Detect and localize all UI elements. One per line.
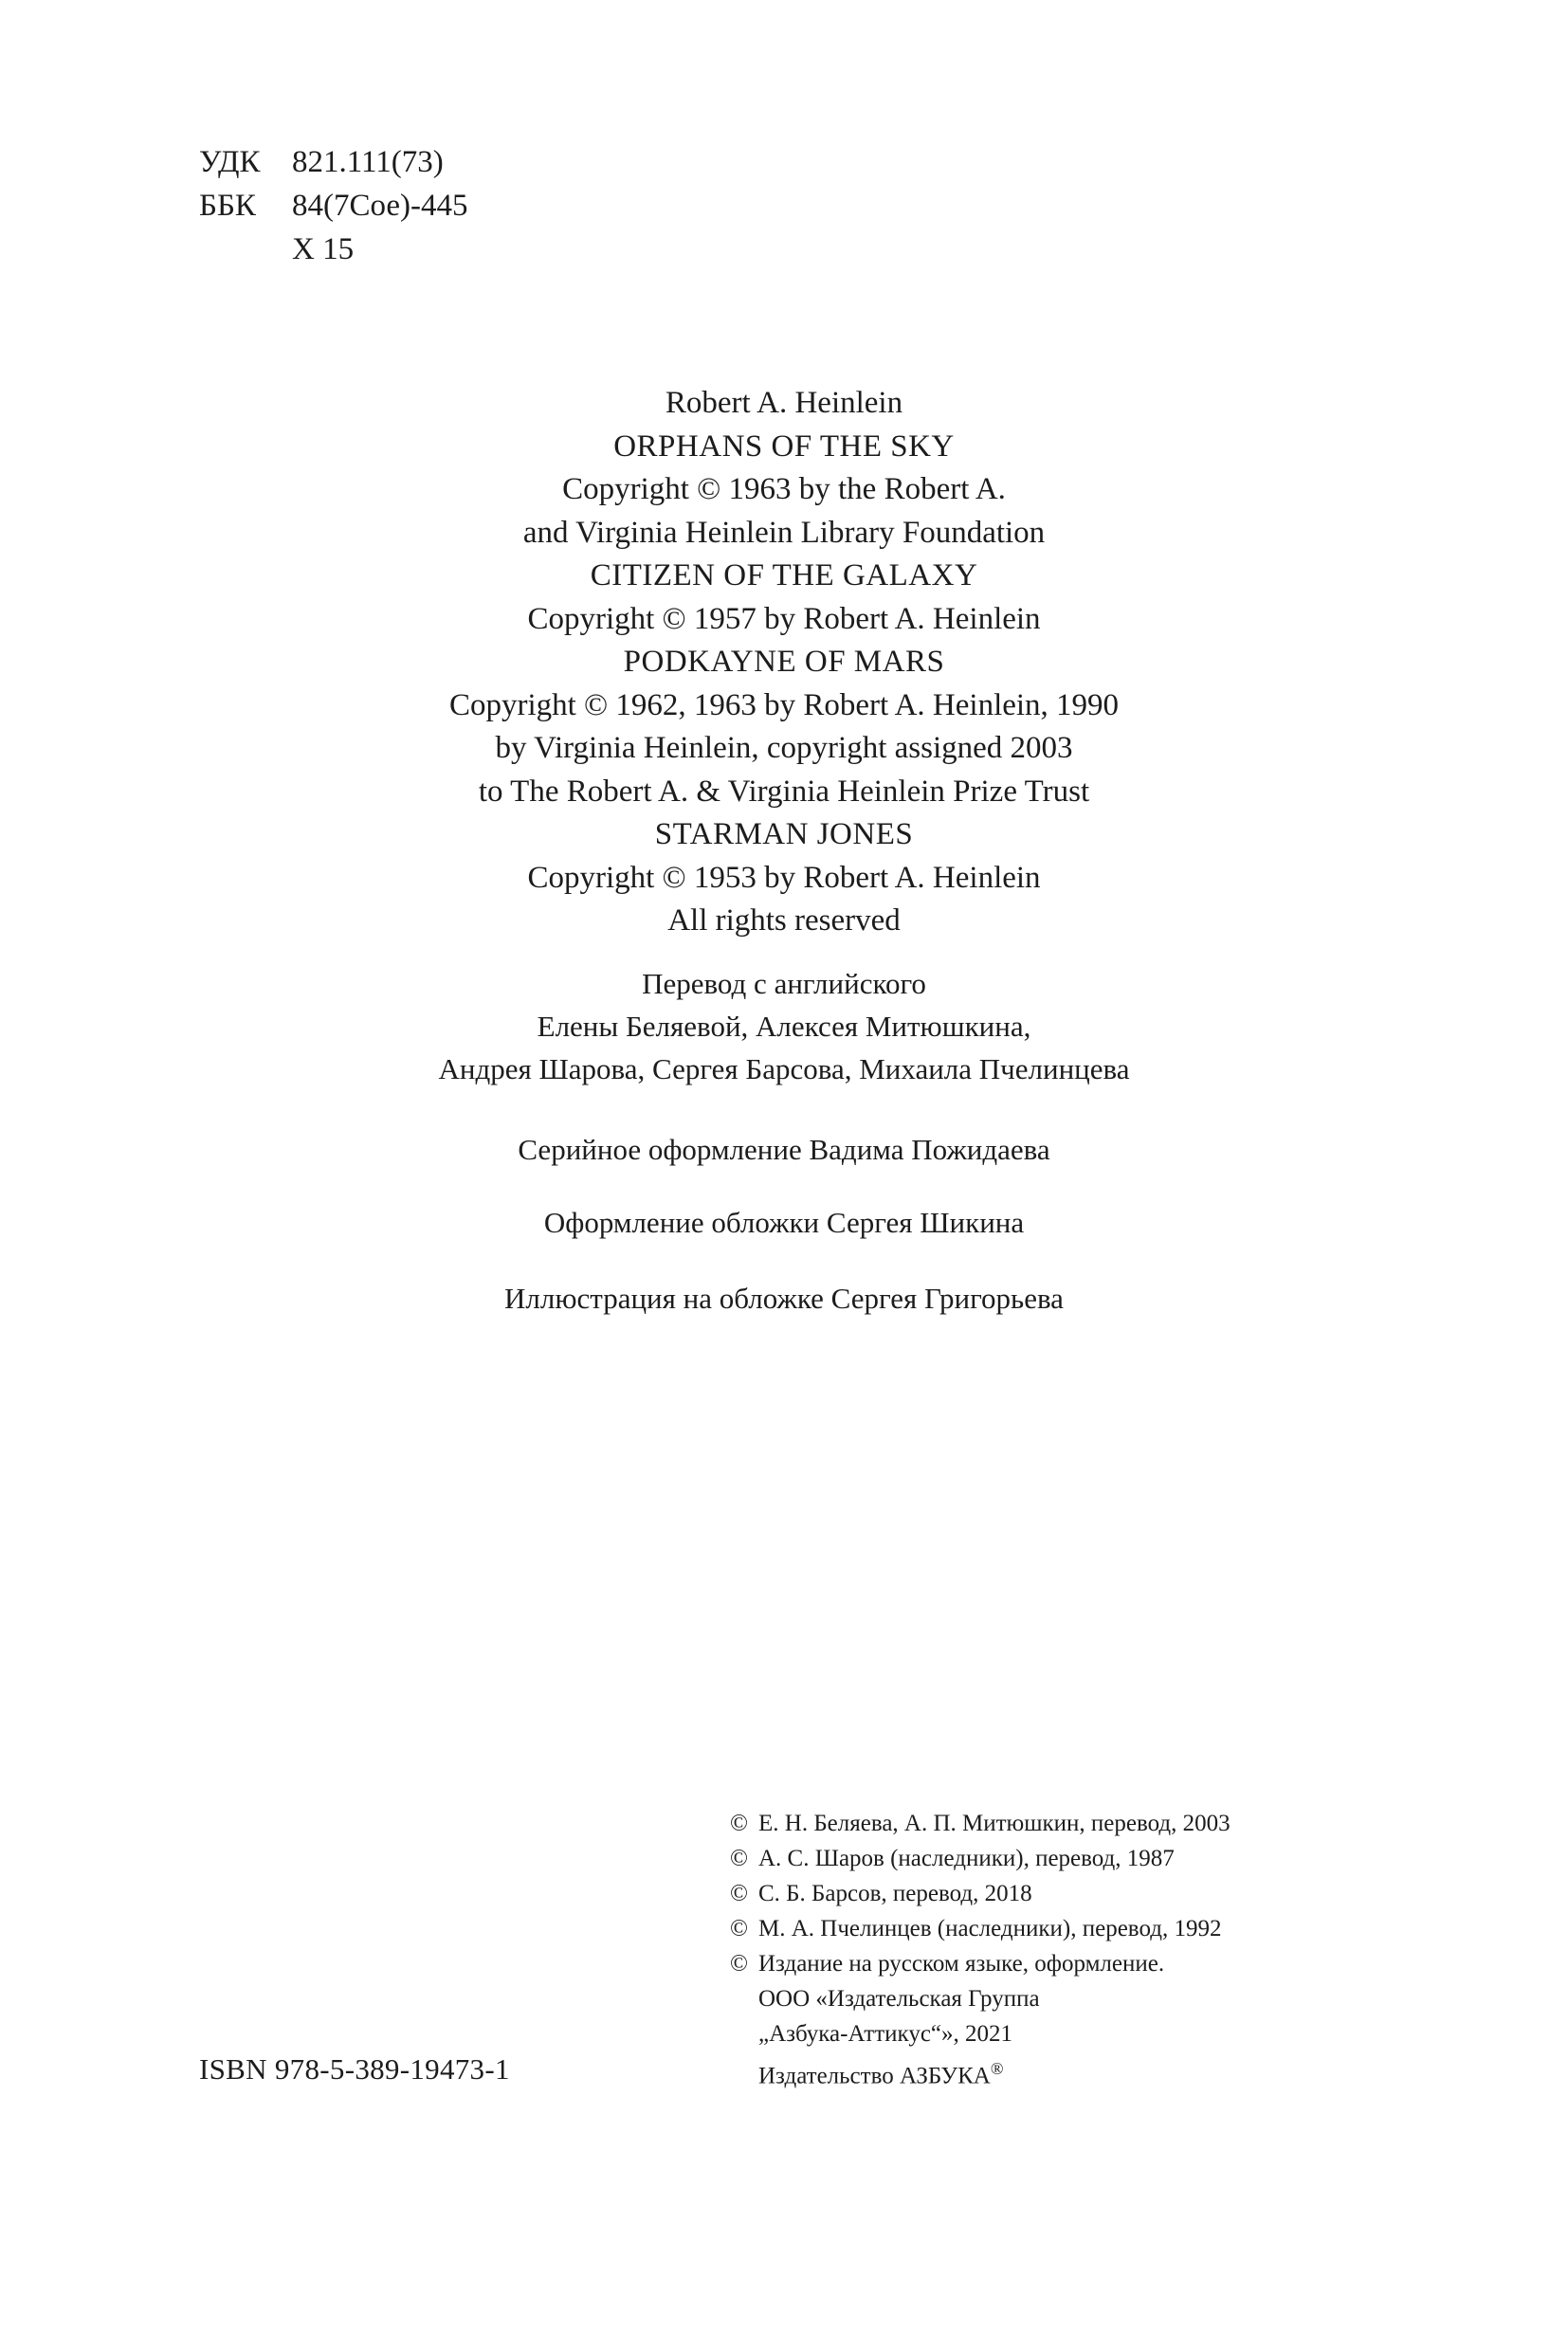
copyright-line: Copyright © 1963 by the Robert A. <box>562 472 1006 506</box>
copyright-line: and Virginia Heinlein Library Foundation <box>522 515 1046 550</box>
rights-text: Е. Н. Беляева, А. П. Митюшкин, перевод, 2003 <box>758 1811 1231 1836</box>
original-copyright-block <box>0 382 1568 943</box>
book-title: CITIZEN OF THE GALAXY <box>590 558 978 592</box>
registered-mark: ® <box>990 2059 1004 2078</box>
copyright-line: to The Robert A. & Virginia Heinlein Prize Trust <box>478 774 1090 809</box>
series-design-credit: Серийное оформление Вадима Пожидаева <box>518 1133 1050 1166</box>
rights-text: С. Б. Барсов, перевод, 2018 <box>758 1881 1032 1906</box>
rights-item <box>730 1911 1231 1946</box>
rights-item <box>730 1806 1231 1841</box>
rights-item <box>730 1946 1231 1981</box>
copyright-line: by Virginia Heinlein, copyright assigned 2003 <box>495 731 1073 765</box>
publisher-imprint <box>730 2051 1231 2093</box>
translators-line: Елены Беляевой, Алексея Митюшкина, <box>537 1010 1031 1043</box>
translators-line: Андрея Шарова, Сергея Барсова, Михаила Пчелинцева <box>438 1052 1130 1085</box>
rights-list <box>730 1806 1231 2093</box>
udk-value: 821.111(73) <box>292 145 444 179</box>
translation-heading: Перевод с английского <box>642 967 926 1000</box>
copyright-line: Copyright © 1962, 1963 by Robert A. Heinlein, 1990 <box>448 687 1120 722</box>
author-sign-row <box>199 228 468 271</box>
copyright-line: Robert A. Heinlein <box>665 386 903 420</box>
book-title: STARMAN JONES <box>654 817 914 851</box>
publisher-name: Издательство АЗБУКА <box>758 2063 991 2089</box>
copyright-symbol: © <box>730 1811 748 1836</box>
copyright-symbol: © <box>730 1881 748 1906</box>
copyright-line: Copyright © 1957 by Robert A. Heinlein <box>527 601 1041 636</box>
publisher-line: „Азбука-Аттикус“», 2021 <box>758 2021 1013 2047</box>
rights-text: М. А. Пчелинцев (наследники), перевод, 1992 <box>758 1916 1222 1941</box>
rights-text: А. С. Шаров (наследники), перевод, 1987 <box>758 1846 1175 1871</box>
rights-item <box>730 1841 1231 1876</box>
isbn: ISBN 978-5-389-19473-1 <box>199 2052 510 2086</box>
translation-credit-block <box>0 962 1568 1090</box>
cover-illustration-credit: Иллюстрация на обложке Сергея Григорьева <box>504 1282 1064 1315</box>
rights-text: Издание на русском языке, оформление. <box>758 1951 1165 1977</box>
bbk-row <box>199 184 468 228</box>
copyright-symbol: © <box>730 1951 748 1977</box>
rights-reserved: All rights reserved <box>667 903 901 938</box>
publisher-line: ООО «Издательская Группа <box>758 1986 1040 2012</box>
udk-label: УДК <box>199 145 261 179</box>
book-title: PODKAYNE OF MARS <box>623 645 945 679</box>
copyright-symbol: © <box>730 1846 748 1871</box>
udk-row <box>199 140 468 184</box>
author-sign: Х 15 <box>292 232 355 266</box>
copyright-symbol: © <box>730 1916 748 1941</box>
bbk-label: ББК <box>199 189 256 223</box>
classification-block <box>199 140 468 271</box>
cover-design-credit: Оформление обложки Сергея Шикина <box>543 1206 1025 1239</box>
bbk-value: 84(7Сое)-445 <box>292 189 468 223</box>
copyright-line: Copyright © 1953 by Robert A. Heinlein <box>527 860 1041 895</box>
book-title: ORPHANS OF THE SKY <box>613 428 955 464</box>
rights-item <box>730 1876 1231 1911</box>
